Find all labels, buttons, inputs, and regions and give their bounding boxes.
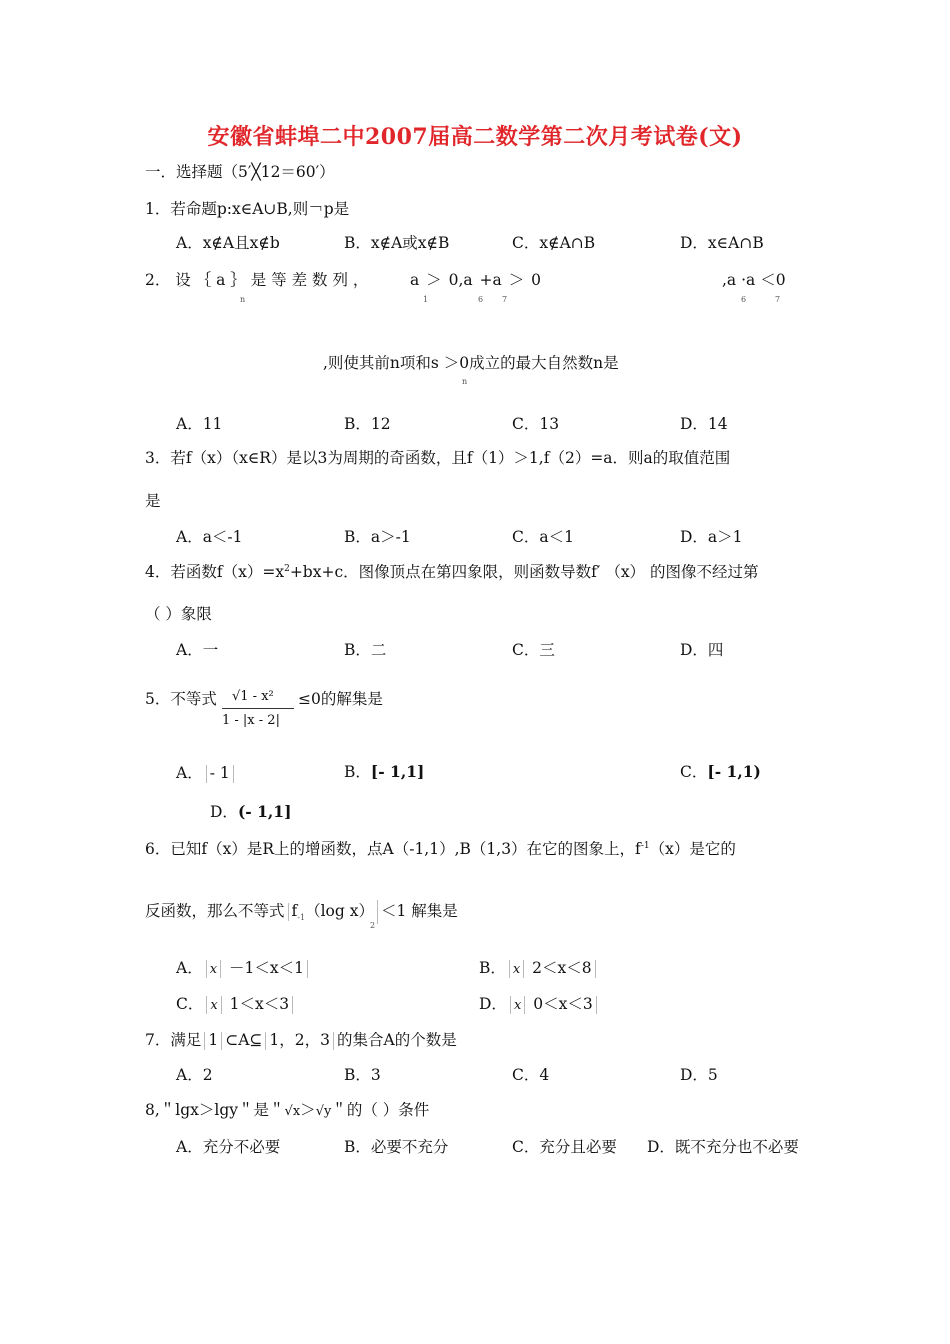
fraction-denominator: 1 - |x - 2| xyxy=(222,713,280,728)
option-d-value: (- 1,1] xyxy=(237,802,292,821)
set-brace-left xyxy=(204,1032,205,1050)
subscript-7: 7 xyxy=(502,295,508,304)
question-1-option-b: B．x∉A或x∉B xyxy=(344,234,450,252)
question-8-option-c: C．充分且必要 xyxy=(512,1138,617,1156)
question-4-stem xyxy=(145,565,759,581)
question-5-relation: ≤0的解集是 xyxy=(298,690,383,708)
set-variable: x xyxy=(209,962,218,977)
question-8-stem-b: ＂的（ ）条件 xyxy=(331,1101,430,1119)
question-2-option-a: A．11 xyxy=(176,415,223,433)
question-7-stem xyxy=(145,1032,457,1050)
question-5-stem: 5．不等式 xyxy=(145,690,217,708)
option-c-value: [- 1,1) xyxy=(707,762,761,781)
option-d-condition: 0＜x＜3 xyxy=(533,995,593,1013)
subscript-6: 6 xyxy=(478,295,484,304)
set-variable: x xyxy=(210,998,218,1013)
set-bar xyxy=(220,960,221,978)
set-bar xyxy=(206,996,207,1014)
question-3-option-c: C．a＜1 xyxy=(512,528,574,546)
set-bar xyxy=(595,960,596,978)
exam-title: 安徽省蚌埠二中2007届高二数学第二次月考试卷(文) xyxy=(207,124,743,150)
question-4-stem-a: 4．若函数f（x）=x xyxy=(145,563,285,582)
question-8-option-d: D．既不充分也不必要 xyxy=(647,1138,799,1156)
question-2-condition: a ＞ 0,a +a ＞ 0 xyxy=(410,271,541,289)
set-bar xyxy=(509,960,510,978)
superscript-minus-1: -1 xyxy=(640,841,650,851)
question-4-stem-b: +bx+c．图像顶点在第四象限，则函数导数f′ （x） 的图像不经过第 xyxy=(289,563,759,582)
question-6-option-a xyxy=(176,960,311,978)
question-1-stem: 1．若命题p:x∈A∪B,则￢p是 xyxy=(145,200,350,218)
option-a-condition: －1＜x＜1 xyxy=(228,959,304,977)
abs-bar-right xyxy=(233,765,234,783)
inner-log: （log x） xyxy=(305,902,374,920)
question-7-stem-a: 7．满足 xyxy=(145,1031,202,1049)
set-bar xyxy=(596,996,597,1014)
option-c-condition: 1＜x＜3 xyxy=(229,995,290,1013)
question-2-condition-2: ,a ·a ＜0 xyxy=(722,271,786,289)
question-6-option-c xyxy=(176,996,296,1014)
question-7-option-d: D．5 xyxy=(680,1066,718,1084)
question-2-option-b: B．12 xyxy=(344,415,391,433)
question-4-stem-2: （ ）象限 xyxy=(145,605,212,623)
set-variable: x xyxy=(512,962,521,977)
set-brace-right xyxy=(333,1032,334,1050)
question-8-option-b: B．必要不充分 xyxy=(344,1138,449,1156)
question-4-option-c: C．三 xyxy=(512,641,555,659)
superscript-2: 2 xyxy=(284,564,290,574)
option-d-label: D． xyxy=(479,995,507,1013)
question-6-stem-end: （x）是它的 xyxy=(649,840,736,859)
question-8-stem-a: 8,＂lgx＞lgy＂是＂ xyxy=(145,1101,285,1119)
question-5-option-c xyxy=(680,764,761,781)
question-7-stem-b: 的集合A的个数是 xyxy=(337,1031,457,1049)
question-6-line-2-a: 反函数，那么不等式 xyxy=(145,902,285,920)
question-4-option-b: B．二 xyxy=(344,641,387,659)
log-base-subscript: 2 xyxy=(370,921,376,930)
question-4-option-a: A．一 xyxy=(176,641,219,659)
question-7-option-a: A．2 xyxy=(176,1066,213,1084)
option-b-condition: 2＜x＜8 xyxy=(532,959,592,977)
question-2-line-2: ,则使其前n项和s ＞0成立的最大自然数n是 xyxy=(323,354,619,372)
question-1-option-c: C．x∉A∩B xyxy=(512,234,596,252)
question-4-option-d: D．四 xyxy=(680,641,724,659)
abs-bar-left xyxy=(206,765,207,783)
question-6-line-2 xyxy=(145,900,458,924)
set-bar xyxy=(307,960,308,978)
option-a-value: - 1 xyxy=(209,764,230,782)
question-2-stem: 2． 设 ｛ a ｝ 是 等 差 数 列 ， xyxy=(145,271,369,289)
set-brace-right xyxy=(221,1032,222,1050)
option-a-label: A． xyxy=(176,764,203,782)
question-8-stem xyxy=(145,1103,429,1119)
question-3-option-b: B．a＞-1 xyxy=(344,528,411,546)
option-b-label: B． xyxy=(479,959,506,977)
subset-relation: ⊂A⊆ xyxy=(225,1031,263,1049)
question-1-option-a: A．x∉A且x∉b xyxy=(176,234,280,252)
question-5-option-d xyxy=(210,804,291,821)
subscript-n-2: n xyxy=(462,377,468,386)
question-6-stem xyxy=(145,842,736,858)
set-bar xyxy=(524,996,525,1014)
sqrt-x: √x xyxy=(284,1104,301,1119)
sqrt-y: √y xyxy=(315,1104,332,1119)
fraction-numerator: √1 - x² xyxy=(232,689,274,704)
set-bar xyxy=(206,960,207,978)
set-bar xyxy=(292,996,293,1014)
abs-bar-left xyxy=(288,903,289,921)
question-2-option-c: C．13 xyxy=(512,415,560,433)
greater-than: ＞ xyxy=(300,1101,316,1119)
subscript-1: 1 xyxy=(423,295,429,304)
inner-f: f xyxy=(291,902,298,920)
question-7-option-c: C．4 xyxy=(512,1066,550,1084)
inner-f-superscript: -1 xyxy=(297,913,306,923)
question-3-stem: 3．若f（x）（x∈R）是以3为周期的奇函数，且f（1）＞1,f（2）=a．则a的取值范围 xyxy=(145,449,731,467)
question-1-option-d: D．x∈A∩B xyxy=(680,234,764,252)
subscript-n: n xyxy=(240,295,246,304)
set-bar xyxy=(523,960,524,978)
question-2-option-d: D．14 xyxy=(680,415,728,433)
question-5-option-b xyxy=(344,764,424,781)
question-6-line-2-b: ＜1 解集是 xyxy=(380,902,458,920)
question-3-option-d: D．a＞1 xyxy=(680,528,743,546)
set-brace-left xyxy=(265,1032,266,1050)
question-7-option-b: B．3 xyxy=(344,1066,381,1084)
question-6-option-d xyxy=(479,996,600,1014)
fraction-bar xyxy=(222,708,294,709)
option-a-label: A． xyxy=(176,959,203,977)
question-3-option-a: A．a＜-1 xyxy=(176,528,243,546)
option-b-value: [- 1,1] xyxy=(370,762,425,781)
question-8-option-a: A．充分不必要 xyxy=(176,1138,281,1156)
section-heading: 一．选择题（5′╳12＝60′） xyxy=(145,163,335,181)
set-bar xyxy=(510,996,511,1014)
question-5-option-a xyxy=(176,765,237,783)
option-d-label: D． xyxy=(210,803,238,821)
subscript-7b: 7 xyxy=(775,295,781,304)
option-c-label: C． xyxy=(680,763,708,781)
question-6-option-b xyxy=(479,960,599,978)
set-variable: x xyxy=(513,998,522,1013)
set-one-two-three: 1，2，3 xyxy=(269,1031,331,1049)
set-one: 1 xyxy=(208,1031,219,1049)
question-3-stem-2: 是 xyxy=(145,492,161,510)
question-6-stem-a: 6．已知f（x）是R上的增函数，点A（-1,1）,B（1,3）在它的图象上，f xyxy=(145,840,641,859)
subscript-6b: 6 xyxy=(741,295,747,304)
set-bar xyxy=(221,996,222,1014)
option-b-label: B． xyxy=(344,763,371,781)
option-c-label: C． xyxy=(176,995,204,1013)
abs-bar-right xyxy=(377,900,378,924)
